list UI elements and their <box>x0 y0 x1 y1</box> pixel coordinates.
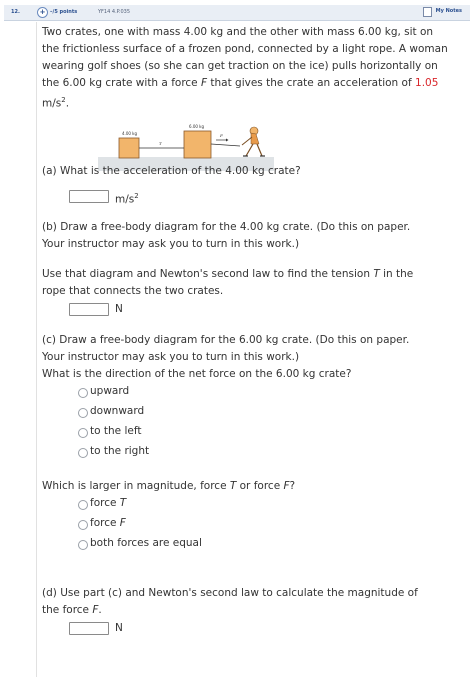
part-d-line-2: the force F. <box>42 604 102 616</box>
part-b-line-4: rope that connects the two crates. <box>42 285 224 297</box>
radio-force-f[interactable] <box>78 520 88 530</box>
large-crate <box>184 131 211 158</box>
part-b-unit: N <box>115 303 123 315</box>
small-crate <box>119 138 139 158</box>
small-crate-label: 4.00 kg <box>122 131 138 136</box>
option-upward-label[interactable]: upward <box>90 385 130 397</box>
part-a-question: (a) What is the acceleration of the 4.00 kg crate? <box>42 165 301 177</box>
points-label: –/5 points <box>50 9 78 15</box>
question-header-bar <box>4 5 470 21</box>
radio-to-the-right[interactable] <box>78 448 88 458</box>
option-right-label[interactable]: to the right <box>90 445 150 457</box>
my-notes-label: My Notes <box>435 8 462 14</box>
part-d-line-1: (d) Use part (c) and Newton's second law to calculate the magnitude of <box>42 587 418 599</box>
radio-force-t[interactable] <box>78 500 88 510</box>
problem-line-4: the 6.00 kg crate with a force F that gives the crate an acceleration of 1.05 <box>42 77 439 89</box>
part-c-line-2: Your instructor may ask you to turn in this work.) <box>42 351 300 363</box>
part-c-line-3: What is the direction of the net force on the 6.00 kg crate? <box>42 368 352 380</box>
radio-both-equal[interactable] <box>78 540 88 550</box>
part-b-line-3: Use that diagram and Newton's second law to find the tension T in the <box>42 268 414 280</box>
problem-line-2: the frictionless surface of a frozen pond, connected by a light rope. A woman <box>42 43 448 55</box>
large-crate-label: 6.00 kg <box>189 124 205 129</box>
part-b-line-1: (b) Draw a free-body diagram for the 4.00 kg crate. (Do this on paper. <box>42 221 411 233</box>
radio-downward[interactable] <box>78 408 88 418</box>
force-label: F <box>220 133 223 138</box>
option-downward-label[interactable]: downward <box>90 405 145 417</box>
problem-line-3: wearing golf shoes (so she can get traction on the ice) pulls horizontally on <box>42 60 438 72</box>
woman-figure <box>242 127 265 156</box>
acceleration-value: 1.05 <box>415 77 439 89</box>
option-force-t-label[interactable]: force T <box>90 497 127 509</box>
option-both-equal-label[interactable]: both forces are equal <box>90 537 202 549</box>
tension-label: T <box>159 141 162 146</box>
part-a-answer-input[interactable] <box>69 190 109 203</box>
part-c-line-1: (c) Draw a free-body diagram for the 6.00 kg crate. (Do this on paper. <box>42 334 410 346</box>
question-content <box>36 22 465 677</box>
my-notes-button[interactable] <box>421 6 466 17</box>
problem-line-1: Two crates, one with mass 4.00 kg and the other with mass 6.00 kg, sit on <box>42 26 434 38</box>
option-force-f-label[interactable]: force F <box>90 517 126 529</box>
part-d-answer-input[interactable] <box>69 622 109 635</box>
part-b-line-2: Your instructor may ask you to turn in this work.) <box>42 238 300 250</box>
question-id: YF14 4.P.035 <box>98 9 131 15</box>
part-d-unit: N <box>115 622 123 634</box>
notes-icon <box>423 7 432 17</box>
radio-upward[interactable] <box>78 388 88 398</box>
part-a-unit: $m/s^2$ <box>115 192 139 206</box>
radio-to-the-left[interactable] <box>78 428 88 438</box>
pull-rope <box>211 144 240 146</box>
option-left-label[interactable]: to the left <box>90 425 142 437</box>
problem-line-5: $m/s^2$. <box>42 96 70 110</box>
compare-question: Which is larger in magnitude, force T or force F? <box>42 480 296 492</box>
part-b-answer-input[interactable] <box>69 303 109 316</box>
expand-plus-icon[interactable]: + <box>37 7 48 18</box>
question-number: 12. <box>11 9 20 15</box>
